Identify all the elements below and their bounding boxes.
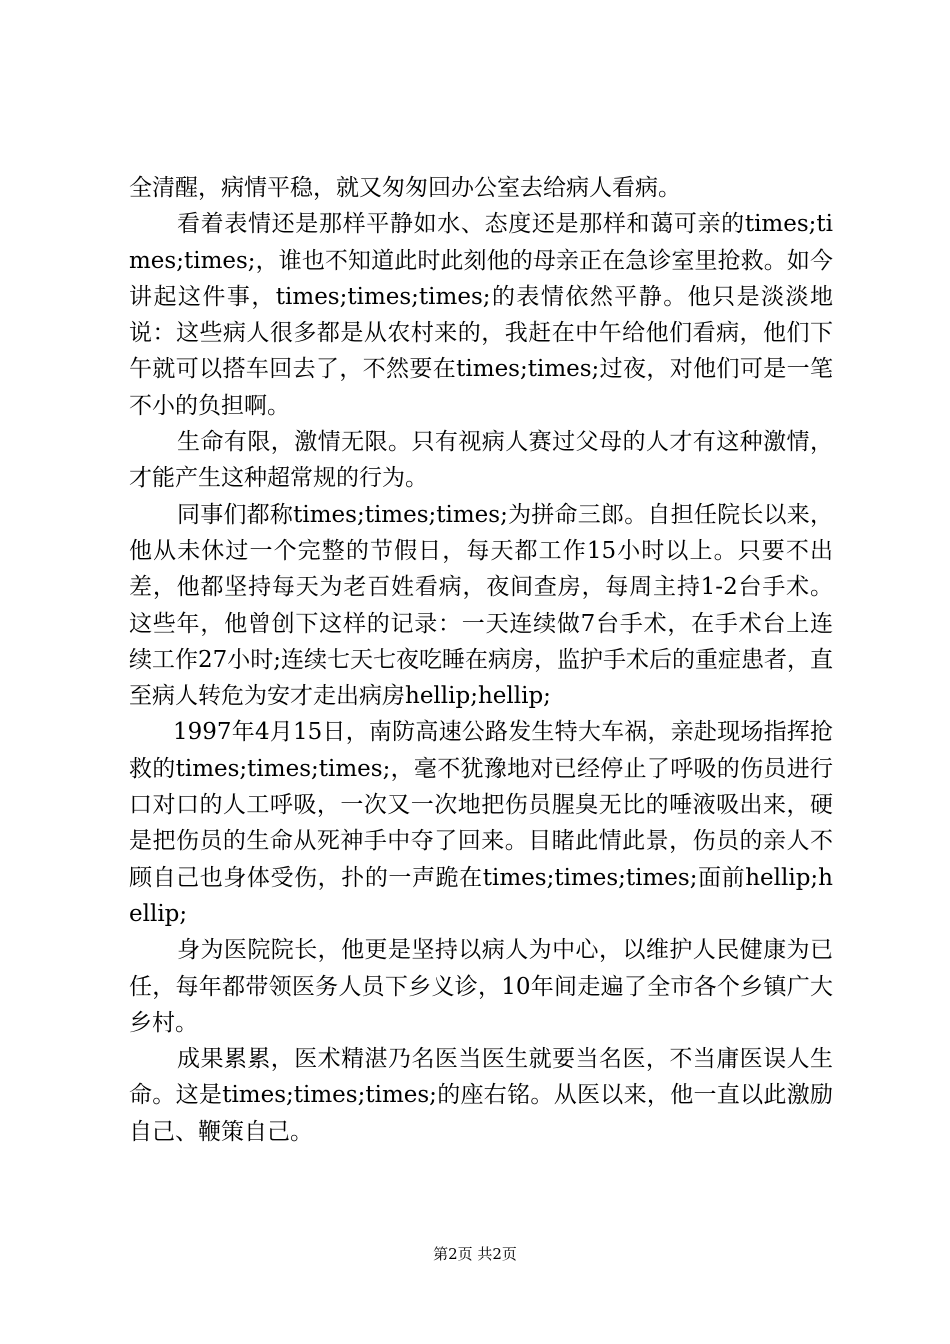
paragraph-hospital-dean: 身为医院院长，他更是坚持以病人为中心，以维护人民健康为已任，每年都带领医务人员下乡义诊，10年间走遍了全市各个乡镇广大乡村。 xyxy=(129,937,833,1036)
paragraph-motto: 成果累累，医术精湛乃名医当医生就要当名医，不当庸医误人生命。这是times;times;times;的座右铭。从医以来，他一直以此激励自己、鞭策自己。 xyxy=(129,1046,833,1145)
page-number-footer: 第2页 共2页 xyxy=(433,1245,517,1263)
paragraph-life-limited: 生命有限，激情无限。只有视病人赛过父母的人才有这种激情，才能产生这种超常规的行为。 xyxy=(129,429,833,492)
paragraph-continuation: 全清醒，病情平稳，就又匆匆回办公室去给病人看病。 xyxy=(129,175,681,201)
paragraph-mother-in-emergency: 看着表情还是那样平静如水、态度还是那样和蔼可亲的times;times;times;，谁也不知道此时此刻他的母亲正在急诊室里抢救。如今讲起这件事，times;times;times;的表情依然平静。他只是淡淡地说：这些病人很多都是从农村来的，我赶在中午给他们看病，他们下午就可以搭车回去了，不然要在times;times;过夜，对他们可是一笔不小的负担啊。 xyxy=(129,211,833,419)
paragraph-workaholic: 同事们都称times;times;times;为拼命三郎。自担任院长以来，他从未休过一个完整的节假日，每天都工作15小时以上。只要不出差，他都坚持每天为老百姓看病，夜间查房，每周主持1-2台手术。这些年，他曾创下这样的记录：一天连续做7台手术，在手术台上连续工作27小时;连续七天七夜吃睡在病房，监护手术后的重症患者，直至病人转危为安才走出病房hellip;hellip; xyxy=(129,501,834,710)
paragraph-car-accident: 1997年4月15日，南防高速公路发生特大车祸，亲赴现场指挥抢救的times;times;times;，毫不犹豫地对已经停止了呼吸的伤员进行口对口的人工呼吸，一次又一次地把伤员腥臭无比的唾液吸出来，硬是把伤员的生命从死神手中夺了回来。目睹此情此景，伤员的亲人不顾自己也身体受伤，扑的一声跪在times;times;times;面前hellip;hellip; xyxy=(129,719,833,927)
document-body xyxy=(129,170,833,1150)
